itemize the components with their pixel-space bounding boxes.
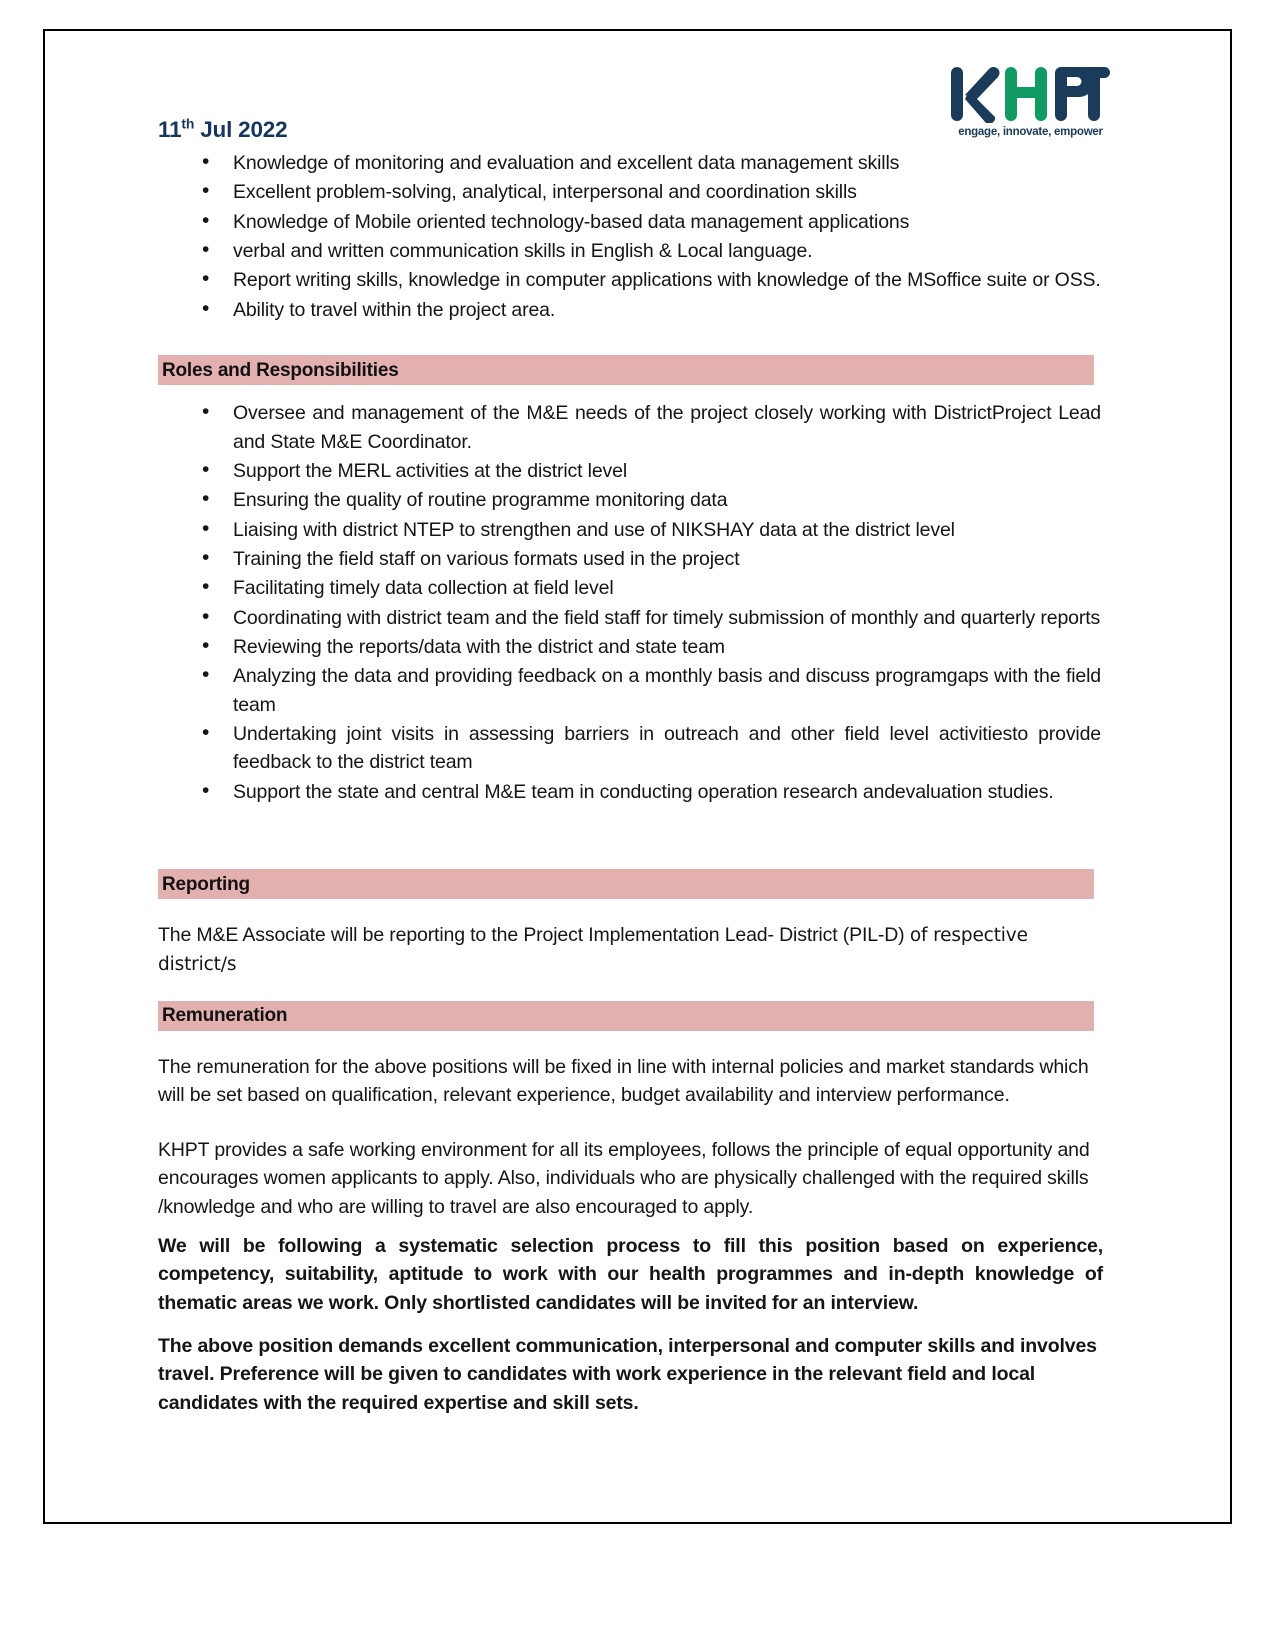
- list-item: • Reviewing the reports/data with the district and state team: [158, 633, 1103, 661]
- section-title: Remuneration: [162, 1005, 288, 1026]
- list-item: • Liaising with district NTEP to strengthen and use of NIKSHAY data at the district level: [158, 516, 1103, 544]
- reporting-text-main: The M&E Associate will be reporting to the Project Implementation Lead- District (PIL-D): [158, 924, 910, 947]
- date-month-year: Jul 2022: [194, 117, 288, 142]
- list-item: • verbal and written communication skills in English & Local language.: [158, 237, 1103, 265]
- list-item: • Analyzing the data and providing feedback on a monthly basis and discuss programgaps with the field team: [158, 662, 1103, 719]
- khpt-logo-tagline: engage, innovate, empower: [958, 126, 1103, 138]
- list-item: • Report writing skills, knowledge in computer applications with knowledge of the MSoffice suite or OSS.: [158, 266, 1103, 294]
- list-item: • Support the MERL activities at the district level: [158, 457, 1103, 485]
- khpt-logo: [949, 65, 1112, 139]
- section-header-remuneration: [158, 1001, 1094, 1031]
- list-item: • Training the field staff on various formats used in the project: [158, 545, 1103, 573]
- list-item: • Knowledge of monitoring and evaluation and excellent data management skills: [158, 149, 1103, 177]
- remuneration-paragraph: The remuneration for the above positions will be fixed in line with internal policies and market standards which will be set based on qualification, relevant experience, budget availability and interview performance.: [158, 1055, 1089, 1107]
- section-title: Roles and Responsibilities: [162, 359, 399, 381]
- skills-list: [158, 149, 1103, 324]
- list-item: • Knowledge of Mobile oriented technology-based data management applications: [158, 208, 1103, 236]
- date-ordinal-suffix: th: [181, 115, 195, 132]
- reporting-paragraph: [158, 921, 1103, 978]
- equal-opportunity-paragraph: KHPT provides a safe working environment for all its employees, follows the principle of equal opportunity and encourages women applicants to apply. Also, individuals who are physically challenged with the required skills /knowledge and who are willing to travel are also encouraged to apply.: [158, 1138, 1090, 1219]
- reporting-text-alt: of respective district/s: [158, 925, 1028, 975]
- list-item: • Ensuring the quality of routine programme monitoring data: [158, 486, 1103, 514]
- document-page: [43, 29, 1232, 1524]
- selection-process-paragraph: We will be following a systematic selection process to fill this position based on experience, competency, suitability, aptitude to work with our health programmes and in-depth knowledge of thematic areas we work. Only shortlisted candidates will be invited for an interview.: [158, 1234, 1103, 1315]
- list-item: • Undertaking joint visits in assessing barriers in outreach and other field level activitiesto provide feedback to the district team: [158, 720, 1103, 777]
- position-demands-paragraph: The above position demands excellent communication, interpersonal and computer skills and involves travel. Preference will be given to candidates with work experience in the relevant field and local candidates with the required expertise and skill sets.: [158, 1334, 1097, 1415]
- section-title: Reporting: [162, 873, 250, 895]
- document-header: [158, 31, 1103, 149]
- list-item: • Facilitating timely data collection at field level: [158, 574, 1103, 602]
- roles-list: [158, 399, 1103, 806]
- date-day: 11: [158, 117, 182, 142]
- page-content: [158, 31, 1103, 1418]
- list-item: • Support the state and central M&E team in conducting operation research andevaluation studies.: [158, 778, 1103, 806]
- section-header-roles: [158, 355, 1094, 385]
- section-header-reporting: [158, 869, 1094, 899]
- list-item: • Coordinating with district team and the field staff for timely submission of monthly and quarterly reports: [158, 604, 1103, 632]
- list-item: • Excellent problem-solving, analytical, interpersonal and coordination skills: [158, 178, 1103, 206]
- list-item: • Oversee and management of the M&E needs of the project closely working with DistrictProject Lead and State M&E Coordinator.: [158, 399, 1103, 456]
- list-item: • Ability to travel within the project area.: [158, 296, 1103, 324]
- khpt-logo-icon: [949, 65, 1112, 123]
- document-date: [158, 117, 287, 143]
